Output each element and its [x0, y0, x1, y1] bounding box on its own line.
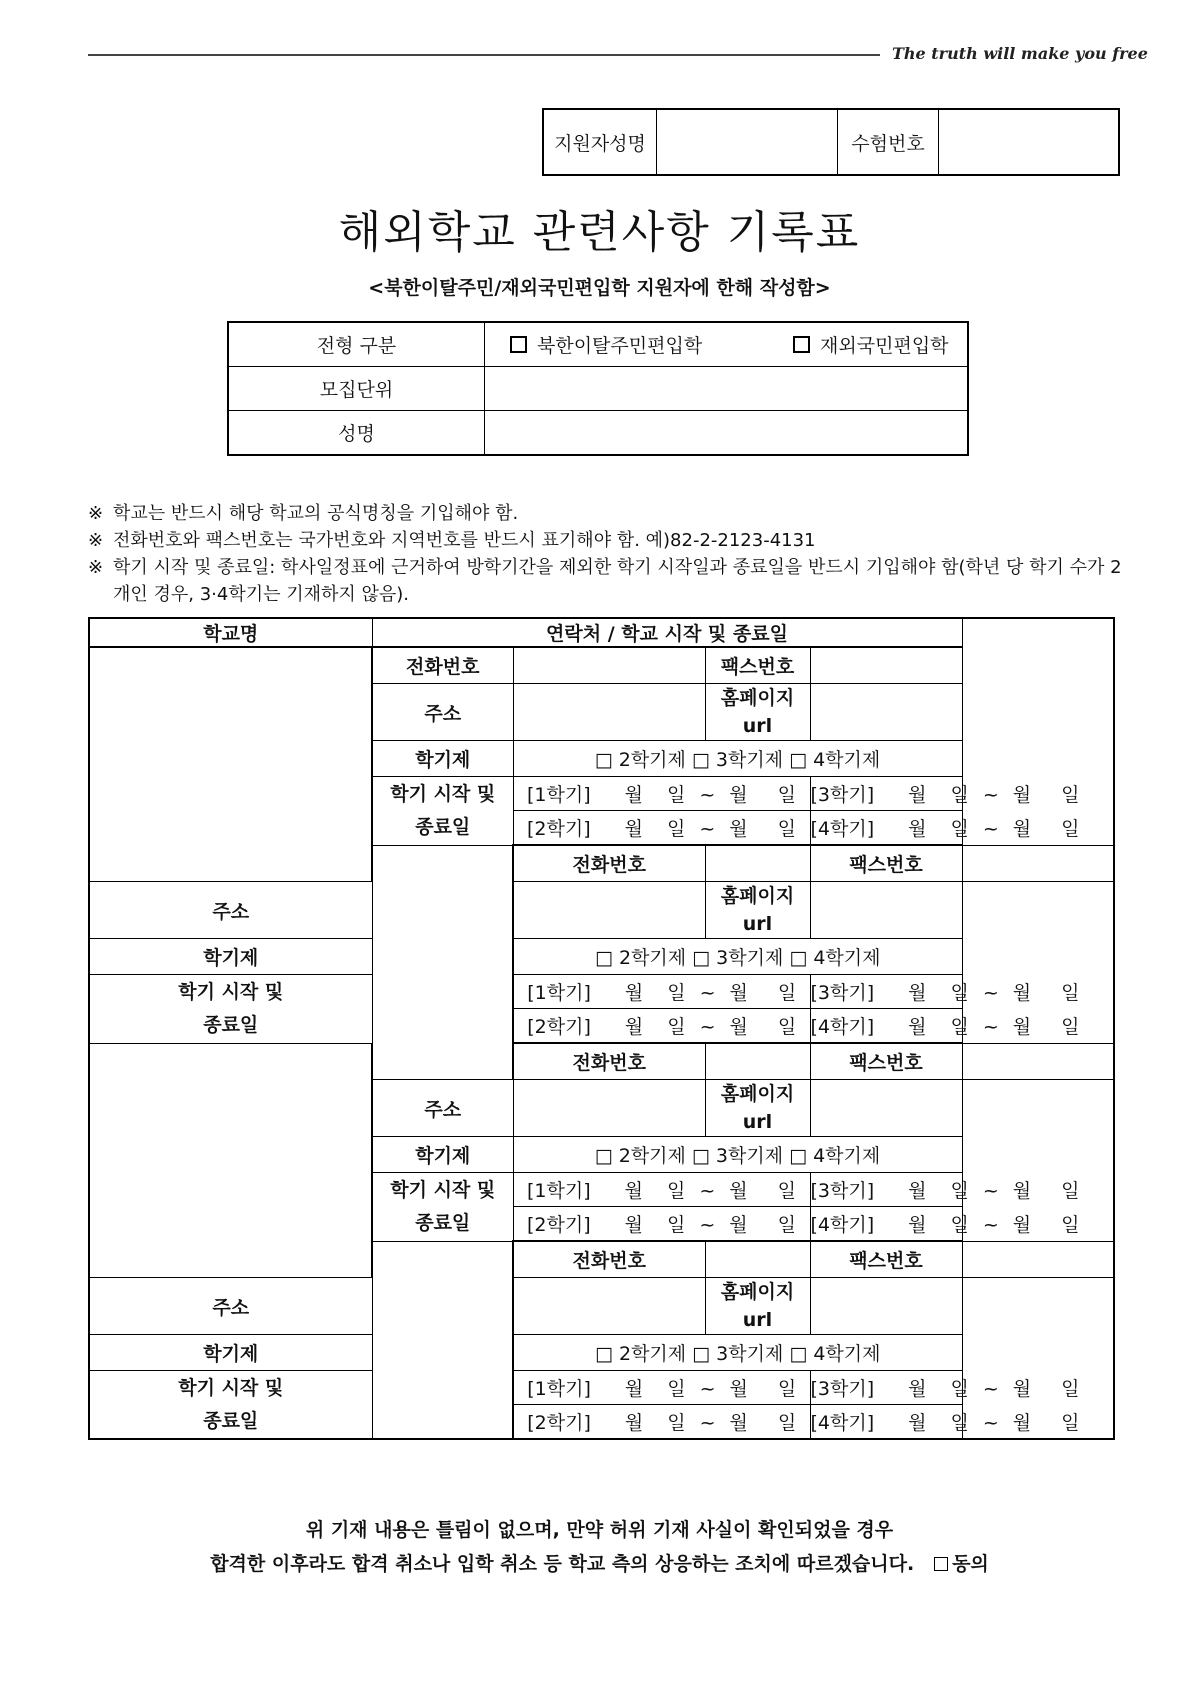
address-field[interactable]: [513, 882, 705, 939]
exam-number-label: 수험번호: [838, 109, 939, 175]
date-glyph: 일: [1061, 982, 1080, 1004]
fax-label: 팩스번호: [810, 1241, 962, 1278]
unit-label: 모집단위: [228, 367, 485, 411]
unit-field[interactable]: [485, 367, 969, 411]
page-subtitle: <북한이탈주민/재외국민편입학 지원자에 한해 작성함>: [368, 277, 831, 299]
semester-4-label: [4학기]: [810, 1412, 875, 1434]
semester-system-options[interactable]: □ 2학기제 □ 3학기제 □ 4학기제: [513, 939, 962, 975]
semester-2-dates[interactable]: [513, 1207, 810, 1242]
date-placeholder: [874, 1016, 1079, 1038]
semester-4-label: [4학기]: [810, 1214, 875, 1236]
tel-field[interactable]: [705, 1241, 810, 1278]
date-glyph: 월: [1012, 1016, 1032, 1038]
tel-label: 전화번호: [513, 845, 705, 882]
school-name-field[interactable]: [89, 647, 372, 882]
semester-4-dates[interactable]: [810, 1405, 1080, 1440]
address-field[interactable]: [513, 1278, 705, 1335]
date-glyph: ~: [982, 1214, 999, 1236]
homepage-field[interactable]: [810, 1080, 962, 1137]
semester-system-options[interactable]: □ 2학기제 □ 3학기제 □ 4학기제: [513, 1335, 962, 1371]
date-glyph: 월: [729, 784, 748, 806]
date-glyph: 월: [729, 982, 748, 1004]
semester-4-dates[interactable]: [810, 1009, 1080, 1044]
date-glyph: ~: [699, 1180, 716, 1202]
semester-dates-label: [372, 777, 513, 846]
date-glyph: 일: [667, 982, 686, 1004]
motto-text: The truth will make you free: [892, 44, 1148, 63]
date-glyph: 월: [908, 982, 927, 1004]
note-item: [88, 500, 1128, 527]
date-glyph: ~: [982, 1412, 999, 1434]
date-glyph: 일: [1061, 818, 1080, 840]
semester-1-label: [1학기]: [527, 784, 591, 806]
declaration-line-2-text: 합격한 이후라도 합격 취소나 입학 취소 등 학교 측의 상응하는 조치에 따르겠습니다.: [210, 1553, 915, 1575]
date-glyph: 월: [908, 1214, 927, 1236]
fax-label: 팩스번호: [810, 845, 962, 882]
date-glyph: 일: [950, 1180, 969, 1202]
exam-number-field[interactable]: [939, 109, 1120, 175]
semester-system-label: 학기제: [372, 741, 513, 777]
date-glyph: ~: [699, 982, 716, 1004]
tel-field[interactable]: [513, 647, 705, 684]
date-glyph: 일: [950, 1016, 969, 1038]
semester-1-dates[interactable]: [513, 975, 810, 1009]
date-glyph: 일: [1061, 1412, 1080, 1434]
date-glyph: 월: [729, 1214, 748, 1236]
date-glyph: 일: [1061, 1378, 1080, 1400]
fax-label: 팩스번호: [705, 647, 810, 684]
date-glyph: 일: [777, 1412, 797, 1434]
date-glyph: 월: [908, 818, 927, 840]
date-placeholder: [874, 1180, 1079, 1202]
date-glyph: 월: [624, 784, 643, 806]
date-glyph: 일: [1061, 1214, 1080, 1236]
semester-3-dates[interactable]: [810, 975, 1080, 1009]
date-glyph: 일: [777, 982, 797, 1004]
semester-1-label: [1학기]: [527, 1180, 591, 1202]
date-glyph: ~: [699, 1412, 716, 1434]
date-glyph: 월: [729, 1180, 748, 1202]
declaration-line-1: 위 기재 내용은 틀림이 없으며, 만약 허위 기재 사실이 확인되었을 경우: [305, 1519, 894, 1541]
date-glyph: 월: [1012, 818, 1032, 840]
tel-label: 전화번호: [513, 1043, 705, 1080]
agree-label: 동의: [952, 1553, 989, 1575]
homepage-label: [705, 1080, 810, 1137]
semester-2-label: [2학기]: [527, 818, 591, 840]
semester-4-dates[interactable]: [810, 811, 1080, 846]
date-glyph: 월: [729, 1378, 748, 1400]
semester-1-dates[interactable]: [513, 1173, 810, 1207]
semester-4-label: [4학기]: [810, 818, 875, 840]
date-glyph: ~: [699, 1214, 716, 1236]
date-placeholder: [874, 784, 1079, 806]
url-label-text: url: [742, 1111, 773, 1133]
date-glyph: 일: [777, 1016, 797, 1038]
homepage-label-text: 홈페이지: [720, 687, 795, 709]
tel-label: 전화번호: [513, 1241, 705, 1278]
fax-field[interactable]: [962, 845, 1114, 882]
school-table: [88, 617, 1115, 1440]
semester-dates-label: [89, 1371, 372, 1440]
date-glyph: 일: [950, 1214, 969, 1236]
date-glyph: 일: [950, 982, 969, 1004]
date-glyph: ~: [982, 1378, 999, 1400]
semester-dates-label: [89, 975, 372, 1044]
date-glyph: 월: [624, 1378, 644, 1400]
school-name-field[interactable]: [372, 1241, 513, 1439]
agree-checkbox[interactable]: [934, 1557, 948, 1571]
date-glyph: 일: [950, 818, 969, 840]
date-glyph: ~: [982, 1180, 999, 1202]
semester-2-dates[interactable]: [513, 811, 810, 846]
date-glyph: 일: [667, 1412, 686, 1434]
date-glyph: 일: [667, 1016, 686, 1038]
note-item: [88, 554, 1128, 608]
semester-dates-label-1: 학기 시작 및: [390, 782, 496, 805]
date-placeholder: [874, 982, 1079, 1004]
notes-list: [88, 500, 1128, 608]
semester-1-dates[interactable]: [513, 1371, 810, 1405]
date-placeholder: [874, 1214, 1079, 1236]
semester-2-label: [2학기]: [527, 1214, 591, 1236]
date-glyph: ~: [699, 1016, 716, 1038]
semester-system-options[interactable]: □ 2학기제 □ 3학기제 □ 4학기제: [513, 741, 962, 777]
semester-2-label: [2학기]: [527, 1412, 591, 1434]
date-glyph: 월: [908, 784, 927, 806]
semester-2-dates[interactable]: [513, 1405, 810, 1440]
date-glyph: 월: [908, 1378, 927, 1400]
date-glyph: ~: [982, 982, 999, 1004]
date-glyph: 월: [624, 1214, 643, 1236]
date-glyph: 일: [1061, 1180, 1080, 1202]
semester-1-label: [1학기]: [527, 982, 591, 1004]
date-glyph: 일: [666, 1214, 686, 1236]
school-name-field[interactable]: [372, 845, 513, 1080]
date-glyph: 월: [908, 1412, 927, 1434]
semester-dates-label-2: 종료일: [203, 1013, 259, 1036]
declaration: [0, 1513, 1199, 1581]
semester-system-label: 학기제: [89, 939, 372, 975]
date-glyph: ~: [982, 784, 999, 806]
note-text: 학기 시작 및 종료일: 학사일정표에 근거하여 방학기간을 제외한 학기 시작일과 종료일을 반드시 기입해야 함(학년 당 학기 수가 2개인 경우, 3·4학기는 기재하지 않음).: [113, 557, 1122, 605]
date-placeholder: [591, 1180, 796, 1202]
date-placeholder: [591, 1412, 796, 1434]
url-label-text: url: [742, 1309, 773, 1331]
date-placeholder: [591, 1016, 796, 1038]
semester-system-label: 학기제: [89, 1335, 372, 1371]
date-glyph: 월: [1012, 982, 1032, 1004]
semester-dates-label-1: 학기 시작 및: [390, 1178, 496, 1201]
semester-dates-label-2: 종료일: [203, 1409, 259, 1432]
semester-dates-label-2: 종료일: [415, 815, 471, 838]
homepage-field[interactable]: [810, 684, 962, 741]
fax-field[interactable]: [962, 1241, 1114, 1278]
date-glyph: 일: [666, 1180, 686, 1202]
date-glyph: 일: [666, 784, 686, 806]
date-glyph: ~: [699, 1378, 716, 1400]
semester-3-dates[interactable]: [810, 1173, 1080, 1207]
fax-label: 팩스번호: [810, 1043, 962, 1080]
option-defector-label: 북한이탈주민편입학: [537, 335, 703, 357]
semester-2-label: [2학기]: [527, 1016, 591, 1038]
semester-dates-label-1: 학기 시작 및: [178, 980, 284, 1003]
date-glyph: 월: [624, 1180, 643, 1202]
date-glyph: 일: [1061, 784, 1080, 806]
date-glyph: 월: [624, 982, 644, 1004]
note-text: 전화번호와 팩스번호는 국가번호와 지역번호를 반드시 표기해야 함. 예)82-2-2123-4131: [113, 530, 816, 551]
date-glyph: 월: [624, 1412, 644, 1434]
date-glyph: 일: [777, 784, 796, 806]
semester-3-label: [3학기]: [810, 1180, 875, 1202]
homepage-label: [705, 684, 810, 741]
applicant-name-label: 지원자성명: [543, 109, 657, 175]
fax-field[interactable]: [962, 1043, 1114, 1080]
semester-dates-label-1: 학기 시작 및: [178, 1376, 284, 1399]
date-glyph: 월: [1012, 1412, 1032, 1434]
name-field[interactable]: [485, 411, 969, 456]
homepage-field[interactable]: [810, 1278, 962, 1335]
applicant-name-field[interactable]: [657, 109, 838, 175]
note-mark: ※: [88, 503, 104, 524]
date-glyph: ~: [982, 818, 999, 840]
homepage-label-text: 홈페이지: [720, 885, 795, 907]
address-label: 주소: [89, 1278, 372, 1335]
homepage-label-text: 홈페이지: [720, 1281, 795, 1303]
date-glyph: ~: [699, 818, 716, 840]
semester-3-label: [3학기]: [810, 1378, 875, 1400]
type-options: [485, 322, 969, 367]
option-overseas[interactable]: [793, 331, 948, 358]
semester-4-dates[interactable]: [810, 1207, 1080, 1242]
semester-1-label: [1학기]: [527, 1378, 591, 1400]
date-placeholder: [591, 982, 796, 1004]
date-placeholder: [591, 818, 796, 840]
date-placeholder: [874, 1378, 1079, 1400]
address-label: 주소: [372, 1080, 513, 1137]
date-glyph: ~: [982, 1016, 999, 1038]
date-glyph: 월: [908, 1016, 927, 1038]
applicant-id-box: [542, 108, 1120, 176]
tel-field[interactable]: [705, 845, 810, 882]
date-glyph: 월: [729, 1412, 748, 1434]
homepage-label: [705, 882, 810, 939]
semester-dates-label-2: 종료일: [415, 1211, 471, 1234]
address-field[interactable]: [513, 684, 705, 741]
header-rule: [88, 54, 880, 56]
date-glyph: 월: [1012, 1378, 1032, 1400]
school-name-field[interactable]: [89, 1043, 372, 1278]
contact-header: 연락처 / 학교 시작 및 종료일: [372, 618, 962, 647]
name-label: 성명: [228, 411, 485, 456]
date-glyph: 일: [1061, 1016, 1080, 1038]
date-glyph: 일: [950, 1378, 969, 1400]
date-glyph: ~: [699, 784, 716, 806]
school-name-header: 학교명: [89, 618, 372, 647]
date-placeholder: [591, 784, 796, 806]
date-placeholder: [874, 1412, 1079, 1434]
semester-3-dates[interactable]: [810, 777, 1080, 811]
checkbox-icon[interactable]: [510, 336, 527, 353]
date-placeholder: [874, 818, 1079, 840]
semester-dates-label: [372, 1173, 513, 1242]
date-glyph: 월: [908, 1180, 927, 1202]
semester-2-dates[interactable]: [513, 1009, 810, 1044]
date-glyph: 월: [729, 818, 748, 840]
type-label: 전형 구분: [228, 322, 485, 367]
page-title: 해외학교 관련사항 기록표: [338, 207, 861, 258]
date-glyph: 월: [624, 818, 643, 840]
semester-4-label: [4학기]: [810, 1016, 875, 1038]
address-field[interactable]: [513, 1080, 705, 1137]
tel-field[interactable]: [705, 1043, 810, 1080]
homepage-field[interactable]: [810, 882, 962, 939]
semester-3-dates[interactable]: [810, 1371, 1080, 1405]
semester-3-label: [3학기]: [810, 784, 875, 806]
fax-field[interactable]: [810, 647, 962, 684]
date-glyph: 일: [777, 818, 796, 840]
homepage-label-text: 홈페이지: [720, 1083, 795, 1105]
declaration-line-2: [0, 1547, 1199, 1581]
date-placeholder: [591, 1378, 796, 1400]
category-table: [227, 321, 969, 456]
date-glyph: 월: [1012, 784, 1032, 806]
date-glyph: 일: [777, 1214, 796, 1236]
option-overseas-label: 재외국민편입학: [820, 335, 949, 357]
option-defector[interactable]: [510, 331, 787, 358]
note-item: [88, 527, 1128, 554]
date-placeholder: [591, 1214, 796, 1236]
semester-system-options[interactable]: □ 2학기제 □ 3학기제 □ 4학기제: [513, 1137, 962, 1173]
note-mark: ※: [88, 557, 104, 578]
url-label-text: url: [742, 715, 773, 737]
date-glyph: 일: [777, 1378, 797, 1400]
address-label: 주소: [89, 882, 372, 939]
date-glyph: 월: [624, 1016, 644, 1038]
date-glyph: 일: [666, 818, 686, 840]
date-glyph: 일: [667, 1378, 686, 1400]
checkbox-icon[interactable]: [793, 336, 810, 353]
homepage-label: [705, 1278, 810, 1335]
date-glyph: 일: [950, 784, 969, 806]
semester-3-label: [3학기]: [810, 982, 875, 1004]
date-glyph: 일: [950, 1412, 969, 1434]
semester-system-label: 학기제: [372, 1137, 513, 1173]
semester-1-dates[interactable]: [513, 777, 810, 811]
url-label-text: url: [742, 913, 773, 935]
note-mark: ※: [88, 530, 104, 551]
date-glyph: 월: [1012, 1180, 1032, 1202]
date-glyph: 월: [729, 1016, 748, 1038]
date-glyph: 월: [1012, 1214, 1032, 1236]
address-label: 주소: [372, 684, 513, 741]
date-glyph: 일: [777, 1180, 796, 1202]
note-text: 학교는 반드시 해당 학교의 공식명칭을 기입해야 함.: [113, 503, 519, 524]
tel-label: 전화번호: [372, 647, 513, 684]
